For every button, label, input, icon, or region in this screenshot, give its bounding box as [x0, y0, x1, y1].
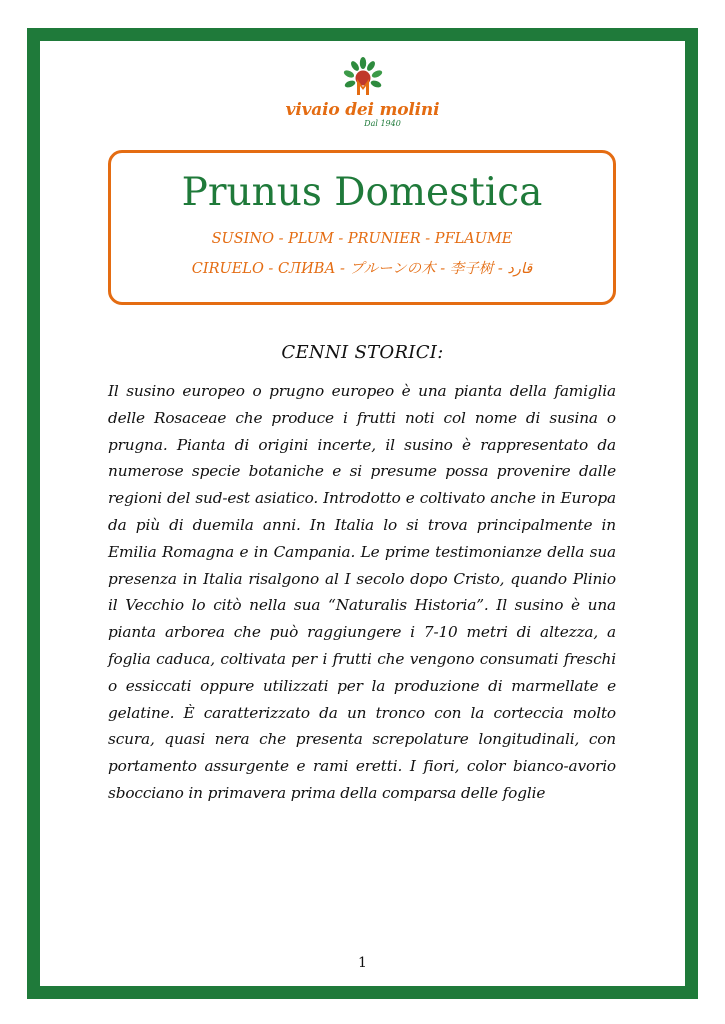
section-heading: CENNI STORICI: — [281, 342, 444, 363]
title-box — [108, 150, 616, 305]
logo-name: vivaio dei molini — [285, 100, 440, 120]
logo-tagline: Dal 1940 — [364, 119, 401, 128]
logo — [0, 57, 725, 129]
tree-leaves-logo-icon — [341, 57, 385, 99]
page-title: Prunus Domestica — [181, 170, 543, 215]
common-names-line-1: SUSINO - PLUM - PRUNIER - PFLAUME — [211, 231, 513, 247]
section-body: Il susino europeo o prugno europeo è una pianta della famiglia delle Rosaceae che produce i frutti noti col nome di susina o prugna. Pianta di origini incerte, il susino è rappresentato da numerose specie botaniche e si presume possa provenire dalle regioni del sud-est asiatico. Introdotto e coltivato anche in Europa da più di duemila anni. In Italia lo si trova principalmente in Emilia Romagna e in Campania. Le prime testimonianze della sua presenza in Italia risalgono al I secolo dopo Cristo, quando Plinio il Vecchio lo citò nella sua “Naturalis Historia”. Il susino è una pianta arborea che può raggiungere i 7-10 metri di altezza, a foglia caduca, coltivata per i frutti che vengono consumati freschi o essiccati oppure utilizzati per la produzione di marmellate e gelatine. È caratterizzato da un tronco con la corteccia molto scura, quasi nera che presenta screpolature longitudinali, con portamento assurgente e rami eretti. I fiori, color bianco-avorio sbocciano in primavera prima della comparsa delle foglie — [108, 382, 616, 802]
common-names-line-2: CIRUELO - СЛИВА - プルーンの木 - 李子树 - قارد — [191, 261, 533, 277]
page-number: 1 — [358, 955, 367, 971]
